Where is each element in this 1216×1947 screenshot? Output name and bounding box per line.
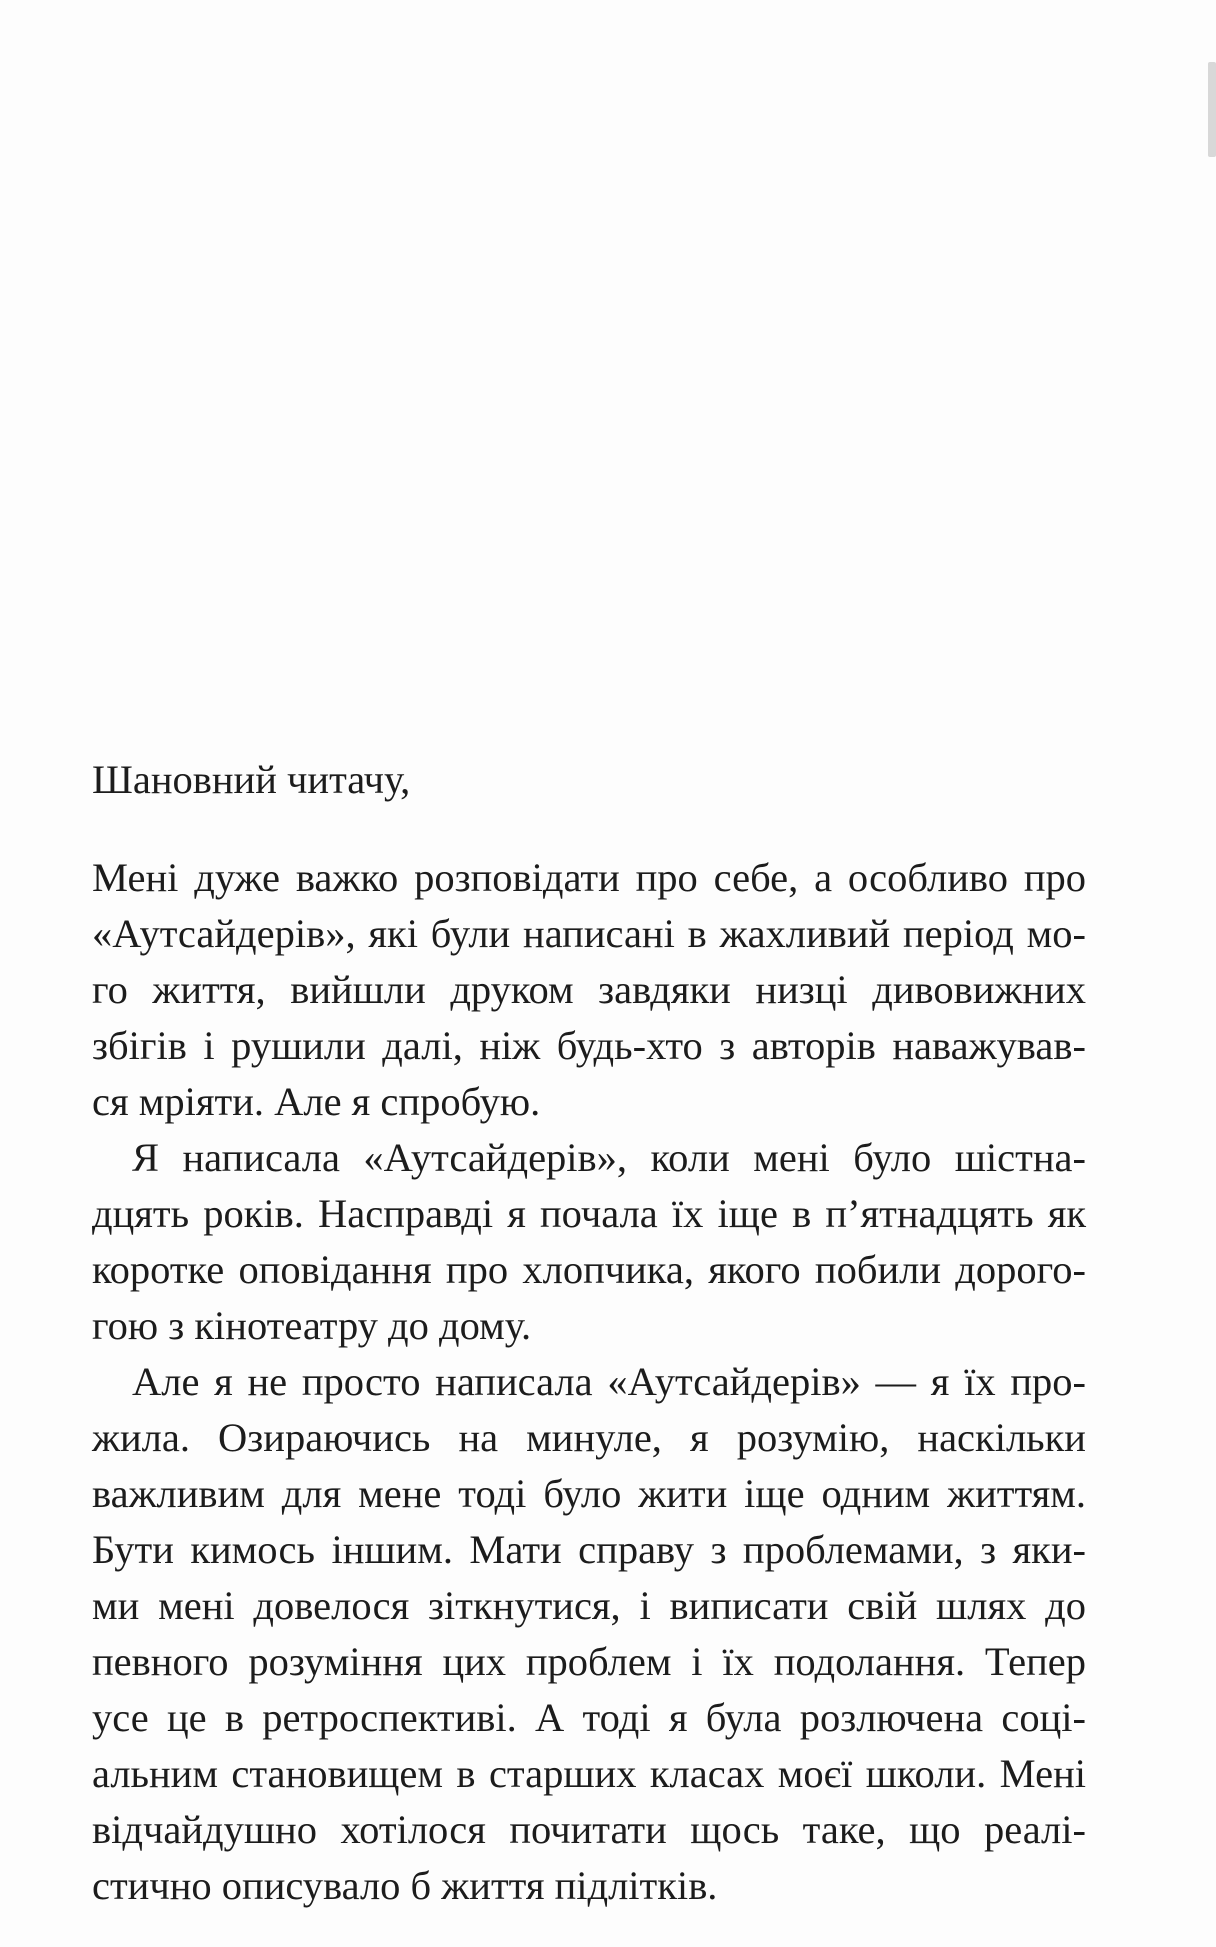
p3-line-6: певного розуміння цих проблем і їх подолання. Тепер xyxy=(92,1639,1086,1684)
p2-line-3: коротке оповідання про хлопчика, якого побили дорого- xyxy=(92,1247,1086,1292)
p1-line-1: Мені дуже важко розповідати про себе, а особливо про xyxy=(92,855,1086,900)
p3-line-4: Бути кимось іншим. Мати справу з проблемами, з яки- xyxy=(92,1527,1086,1572)
page-edge-shadow xyxy=(1208,62,1216,157)
p3-line-1: Але я не просто написала «Аутсайдерів» — я їх про- xyxy=(132,1359,1086,1404)
p1-line-2: «Аутсайдерів», які були написані в жахливий період мо- xyxy=(92,911,1086,956)
p3-line-8: альним становищем в старших класах моєї школи. Мені xyxy=(92,1751,1086,1796)
p2-line-2: дцять років. Насправді я почала їх іще в п’ятнадцять як xyxy=(92,1191,1086,1236)
salutation: Шановний читачу, xyxy=(92,757,411,802)
p3-line-3: важливим для мене тоді було жити іще одним життям. xyxy=(92,1471,1086,1516)
p2-line-1: Я написала «Аутсайдерів», коли мені було шістна- xyxy=(132,1135,1086,1180)
p1-line-3: го життя, вийшли друком завдяки низці дивовижних xyxy=(92,967,1086,1012)
p3-line-9: відчайдушно хотілося почитати щось таке, що реалі- xyxy=(92,1807,1086,1852)
p2-line-4: гою з кінотеатру до дому. xyxy=(92,1303,532,1348)
p3-line-10: стично описувало б життя підлітків. xyxy=(92,1863,718,1908)
p3-line-7: усе це в ретроспективі. А тоді я була розлючена соці- xyxy=(92,1695,1086,1740)
p1-line-4: збігів і рушили далі, ніж будь-хто з авторів наважував- xyxy=(92,1023,1086,1068)
p3-line-2: жила. Озираючись на минуле, я розумію, наскільки xyxy=(92,1415,1086,1460)
p1-line-5: ся мріяти. Але я спробую. xyxy=(92,1079,541,1124)
p3-line-5: ми мені довелося зіткнутися, і виписати свій шлях до xyxy=(92,1583,1086,1628)
